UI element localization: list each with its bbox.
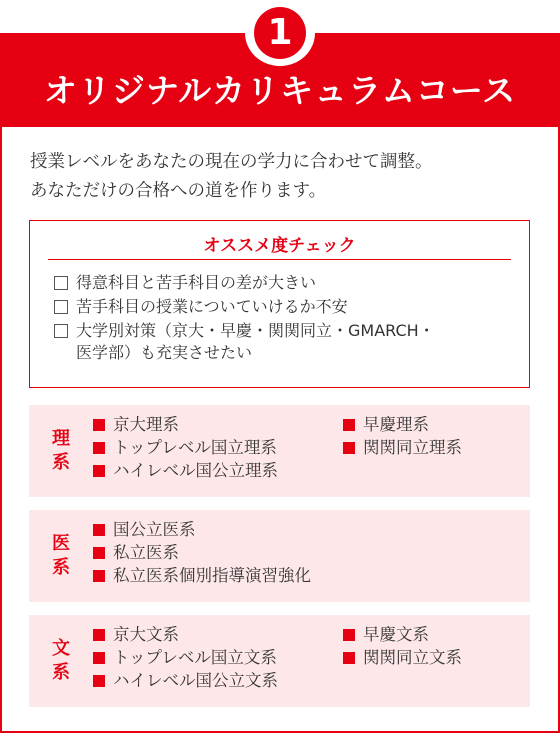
square-bullet-icon	[343, 652, 355, 664]
intro-line-2: あなただけの合格への道を作ります。	[30, 181, 327, 201]
checkbox-icon	[54, 276, 68, 290]
intro-line-1: 授業レベルをあなたの現在の学力に合わせて調整。	[30, 152, 433, 172]
recommend-check-title: オススメ度チェック	[203, 236, 356, 256]
check-item-text: 得意科目と苦手科目の差が大きい	[76, 273, 317, 292]
list-item: 早慶理系	[343, 413, 523, 436]
square-bullet-icon	[93, 675, 105, 687]
science-group-label: 理 系	[52, 428, 70, 473]
checkbox-icon	[54, 324, 68, 338]
check-item-text: 大学別対策（京大・早慶・関関同立・GMARCH・ 医学部）も充実させたい	[76, 321, 435, 362]
humanities-course-list	[93, 623, 523, 692]
square-bullet-icon	[343, 442, 355, 454]
check-item	[54, 272, 529, 294]
square-bullet-icon	[343, 419, 355, 431]
list-item: 京大理系	[93, 413, 343, 436]
checkbox-icon	[54, 300, 68, 314]
list-item: ハイレベル国公立文系	[93, 669, 523, 692]
square-bullet-icon	[93, 419, 105, 431]
medical-group	[29, 510, 530, 602]
list-item: 早慶文系	[343, 623, 523, 646]
square-bullet-icon	[93, 570, 105, 582]
square-bullet-icon	[93, 652, 105, 664]
list-item: トップレベル国立理系	[93, 436, 343, 459]
square-bullet-icon	[93, 547, 105, 559]
science-group	[29, 405, 530, 497]
square-bullet-icon	[93, 524, 105, 536]
check-item	[54, 296, 529, 318]
list-item: 京大文系	[93, 623, 343, 646]
list-item: 国公立医系	[93, 518, 523, 541]
course-number-badge	[245, 0, 315, 66]
square-bullet-icon	[93, 442, 105, 454]
science-course-list	[93, 413, 523, 482]
list-item: トップレベル国立文系	[93, 646, 343, 669]
list-item: ハイレベル国公立理系	[93, 459, 523, 482]
medical-course-list	[93, 518, 523, 587]
check-item-text: 苦手科目の授業についていけるか不安	[76, 297, 348, 316]
check-list	[30, 260, 529, 364]
square-bullet-icon	[93, 465, 105, 477]
list-item: 関関同立理系	[343, 436, 523, 459]
list-item: 関関同立文系	[343, 646, 523, 669]
recommend-check-box	[29, 220, 530, 388]
humanities-group-label: 文 系	[52, 638, 70, 683]
course-title: オリジナルカリキュラムコース	[43, 70, 517, 110]
course-intro	[30, 148, 540, 206]
square-bullet-icon	[343, 629, 355, 641]
humanities-group	[29, 615, 530, 707]
list-item: 私立医系	[93, 541, 523, 564]
list-item: 私立医系個別指導演習強化	[93, 564, 523, 587]
medical-group-label: 医 系	[52, 533, 70, 578]
check-item	[54, 320, 529, 364]
course-number: 1	[254, 7, 306, 59]
square-bullet-icon	[93, 629, 105, 641]
